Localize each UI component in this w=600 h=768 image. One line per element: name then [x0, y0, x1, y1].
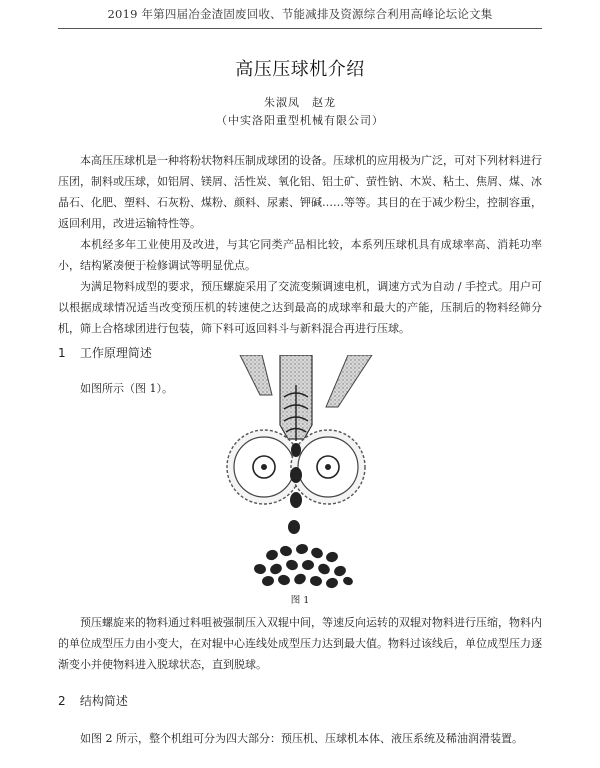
- section-2-heading: [58, 692, 128, 709]
- section-number: 2: [58, 694, 66, 708]
- section-title: 工作原理简述: [79, 346, 152, 360]
- figure-1: [222, 355, 390, 595]
- article-title: 高压压球机介绍: [235, 59, 365, 80]
- structure-paragraph: 如图 2 所示，整个机组可分为四大部分：预压机、压球机本体、液压系统及稀油润滑装置。: [80, 732, 523, 745]
- right-roller: [291, 430, 365, 504]
- improvement-paragraph: 本机经多年工业使用及改进，与其它同类产品相比较，本系列压球机具有成球率高、消耗功率小，结构紧凑便于检修调试等明显优点。: [58, 238, 542, 272]
- section-1-heading: [58, 344, 152, 361]
- section-title: 结构简述: [79, 694, 128, 708]
- forming-paragraph: 为满足物料成型的要求，预压螺旋采用了交流变频调速电机，调速方式为自动 / 手控式。用户可以根据成球情况适当改变预压机的转速使之达到最高的成球率和最大的产能，压制后的物料经筛分机，筛上合格球团进行包装，筛下料可返回料斗与新料混合再进行压球。: [58, 280, 542, 335]
- header-rule: [58, 28, 542, 29]
- roller-press-diagram: [222, 355, 390, 595]
- intro-paragraph: 本高压压球机是一种将粉状物料压制成球团的设备。压球机的应用极为广泛，可对下列材料进行压团，制料或压球，如铝屑、镁屑、活性炭、氧化铝、铝土矿、萤性钠、木炭、粘土、焦屑、煤、冰晶石、化肥、塑料、石灰粉、煤粉、颜料、尿素、钾碱……等等。其目的在于减少粉尘，控制容重，返回利用，改进运输特性等。: [58, 154, 542, 230]
- principle-paragraph: 预压螺旋来的物料通过料咀被强制压入双辊中间，等速反向运转的双辊对物料进行压缩，物料内的单位成型压力由小变大，在对辊中心连线处成型压力达到最大值。物料过该线后，单位成型压力逐渐变小并使物料进入脱球状态，直到脱球。: [58, 616, 542, 671]
- article-authors: 朱淑凤 赵龙: [264, 96, 336, 109]
- figure-caption: 图 1: [290, 595, 310, 606]
- left-roller: [227, 430, 301, 504]
- section-number: 1: [58, 346, 66, 360]
- article-affiliation: （中实洛阳重型机械有限公司）: [216, 114, 384, 127]
- figure-reference: 如图所示（图 1）。: [80, 382, 173, 395]
- right-hopper: [326, 355, 372, 407]
- left-hopper: [240, 355, 272, 395]
- running-header: 2019 年第四届冶金渣固废回收、节能减排及资源综合利用高峰论坛论文集: [107, 7, 493, 21]
